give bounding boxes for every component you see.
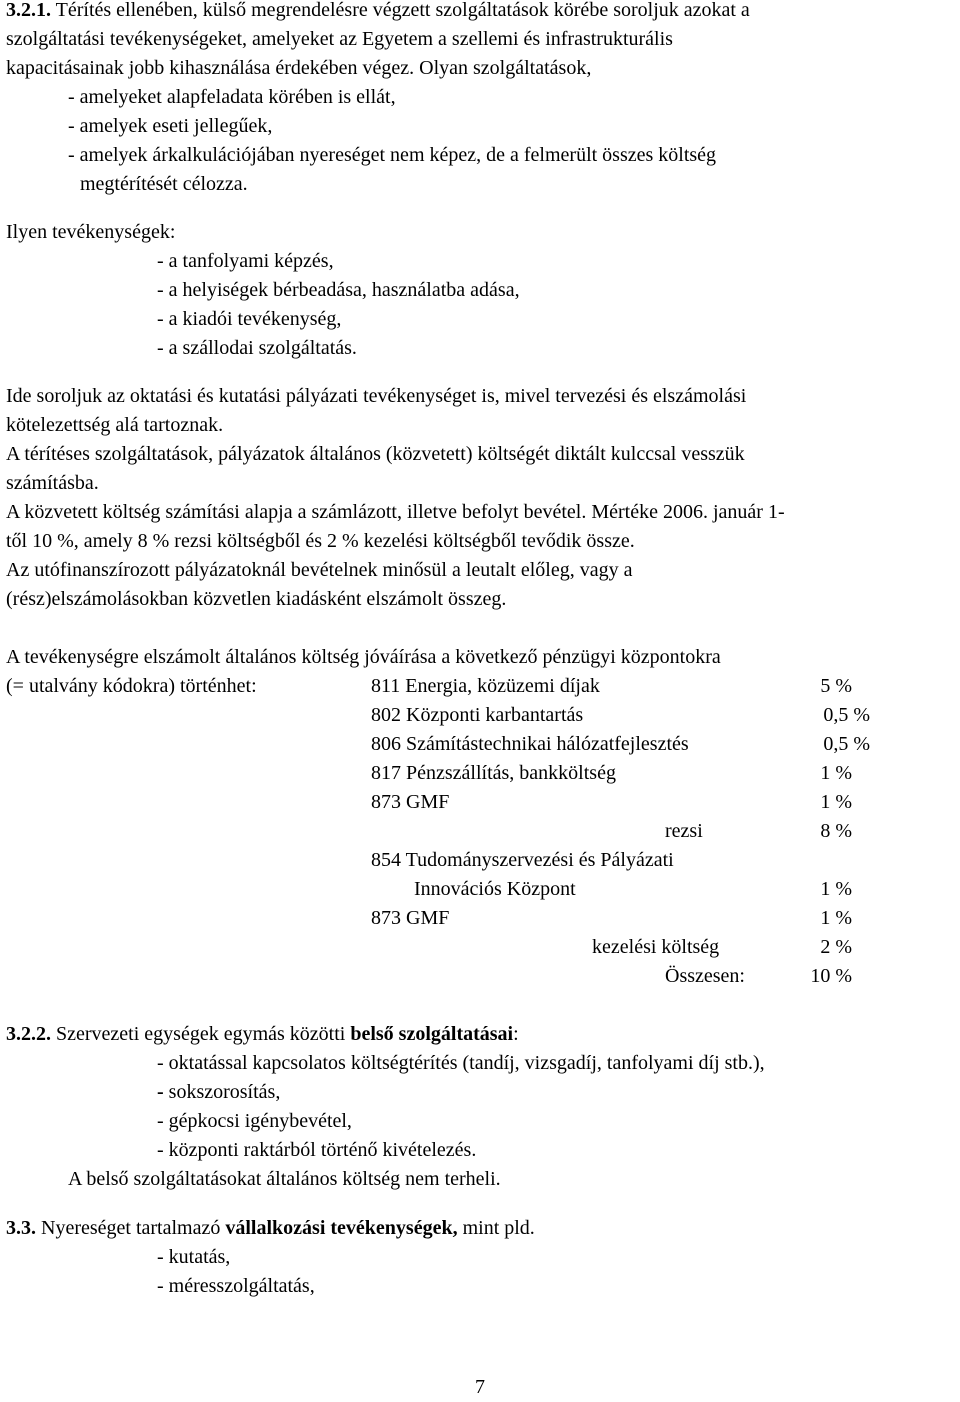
- allocation-row-value: 2 %: [820, 936, 852, 958]
- allocation-row-label: rezsi: [665, 820, 703, 842]
- allocation-row-label: 802 Központi karbantartás: [371, 704, 584, 726]
- paragraph-line: Ide soroljuk az oktatási és kutatási pályázati tevékenységet is, mivel tervezési és elszámolási: [6, 385, 747, 407]
- bullet-2: - amelyek eseti jellegűek,: [68, 115, 273, 137]
- allocation-row-value: 5 %: [820, 675, 852, 697]
- allocation-total-label: Összesen:: [665, 965, 745, 987]
- section-322-item: - központi raktárból történő kivételezés.: [157, 1139, 477, 1161]
- section-322-number: 3.2.2.: [6, 1023, 51, 1045]
- section-33-item: - kutatás,: [157, 1246, 231, 1268]
- activity-item: - a helyiségek bérbeadása, használatba adása,: [157, 279, 520, 301]
- allocation-total-value: 10 %: [810, 965, 852, 987]
- section-322-item: - gépkocsi igénybevétel,: [157, 1110, 352, 1132]
- activity-item: - a szállodai szolgáltatás.: [157, 337, 357, 359]
- section-322-item: - oktatással kapcsolatos költségtérítés (tandíj, vizsgadíj, tanfolyami díj stb.),: [157, 1052, 765, 1074]
- allocation-row-label: kezelési költség: [592, 936, 720, 958]
- allocation-row-value: 8 %: [820, 820, 852, 842]
- bullet-1: - amelyeket alapfeladata körében is ellát,: [68, 86, 396, 108]
- section-322-heading: 3.2.2. Szervezeti egységek egymás közötti belső szolgáltatásai:: [6, 1023, 519, 1045]
- allocation-row-label: 811 Energia, közüzemi díjak: [371, 675, 600, 697]
- activities-heading: Ilyen tevékenységek:: [6, 221, 176, 243]
- allocation-row-label: 873 GMF: [371, 907, 450, 929]
- paragraph-line: A térítéses szolgáltatások, pályázatok általános (közvetett) költségét diktált kulccsal vesszük: [6, 443, 745, 465]
- page-number: 7: [475, 1376, 485, 1398]
- allocation-row-label: 854 Tudományszervezési és Pályázati: [371, 849, 674, 871]
- section-321-line-1: 3.2.1. Térítés ellenében, külső megrendelésre végzett szolgáltatások körébe soroljuk azokat a: [6, 0, 750, 21]
- allocation-intro-2: (= utalvány kódokra) történhet:: [6, 675, 257, 697]
- section-33-number: 3.3.: [6, 1217, 36, 1239]
- paragraph-line: kötelezettség alá tartoznak.: [6, 414, 224, 436]
- allocation-row-label: Innovációs Központ: [414, 878, 576, 900]
- allocation-row-value: 0,5 %: [823, 704, 870, 726]
- section-33-item: - méresszolgáltatás,: [157, 1275, 315, 1297]
- section-322-closing: A belső szolgáltatásokat általános költség nem terheli.: [68, 1168, 501, 1190]
- paragraph-line: (rész)elszámolásokban közvetlen kiadásként elszámolt összeg.: [6, 588, 507, 610]
- activity-item: - a tanfolyami képzés,: [157, 250, 334, 272]
- allocation-row-value: 1 %: [820, 762, 852, 784]
- paragraph-line: Az utófinanszírozott pályázatoknál bevételnek minősül a leutalt előleg, vagy a: [6, 559, 633, 581]
- allocation-intro: A tevékenységre elszámolt általános költség jóváírása a következő pénzügyi központokra: [6, 646, 721, 668]
- allocation-row-label: 817 Pénzszállítás, bankköltség: [371, 762, 616, 784]
- allocation-row-label: 806 Számítástechnikai hálózatfejlesztés: [371, 733, 689, 755]
- allocation-row-value: 0,5 %: [823, 733, 870, 755]
- paragraph-line: től 10 %, amely 8 % rezsi költségből és 2 % kezelési költségből tevődik össze.: [6, 530, 635, 552]
- section-321-number: 3.2.1.: [6, 0, 51, 21]
- activity-item: - a kiadói tevékenység,: [157, 308, 342, 330]
- section-321-line-3: kapacitásainak jobb kihasználása érdekében végez. Olyan szolgáltatások,: [6, 57, 592, 79]
- allocation-row-value: 1 %: [820, 878, 852, 900]
- allocation-row-value: 1 %: [820, 907, 852, 929]
- bullet-3: - amelyek árkalkulációjában nyereséget nem képez, de a felmerült összes költség: [68, 144, 717, 166]
- allocation-row-label: 873 GMF: [371, 791, 450, 813]
- section-33-heading: 3.3. Nyereséget tartalmazó vállalkozási tevékenységek, mint pld.: [6, 1217, 535, 1239]
- paragraph-line: számításba.: [6, 472, 99, 494]
- allocation-row-value: 1 %: [820, 791, 852, 813]
- paragraph-line: A közvetett költség számítási alapja a számlázott, illetve befolyt bevétel. Mértéke 2006. január 1-: [6, 501, 785, 523]
- section-322-item: - sokszorosítás,: [157, 1081, 281, 1103]
- bullet-3-cont: megtérítését célozza.: [80, 173, 248, 195]
- section-321-line-2: szolgáltatási tevékenységeket, amelyeket az Egyetem a szellemi és infrastrukturális: [6, 28, 673, 50]
